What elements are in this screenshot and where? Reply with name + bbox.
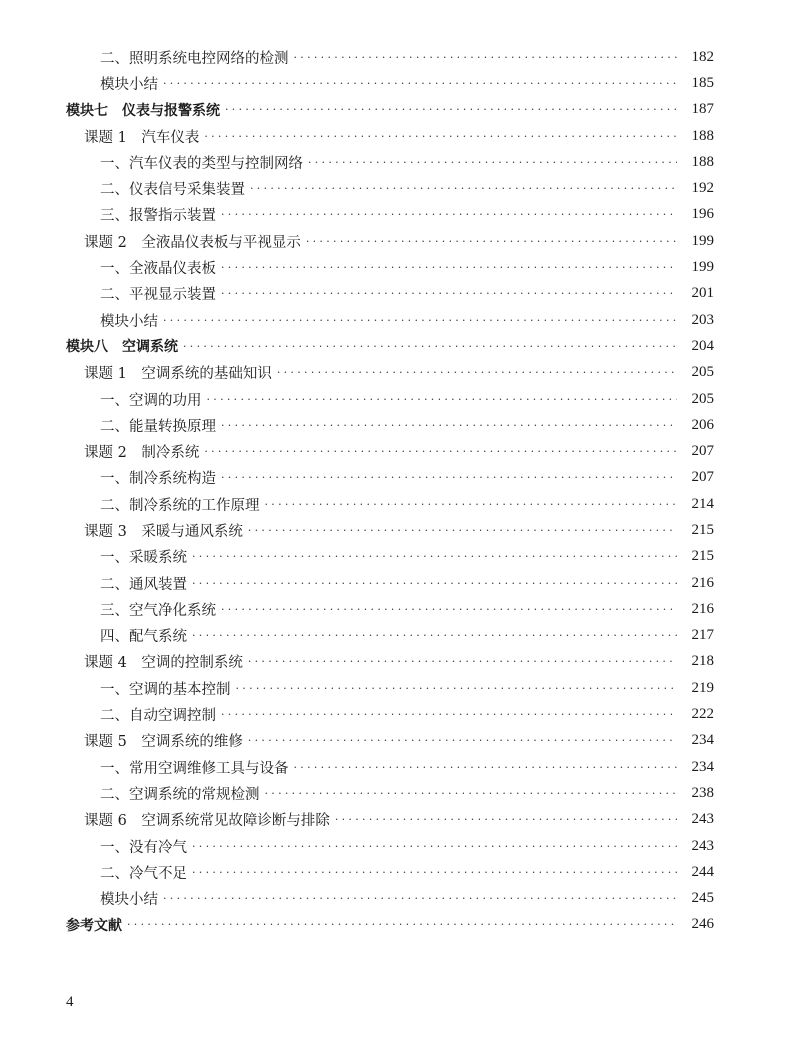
toc-entry-section <box>0 623 790 649</box>
toc-entry-page: 188 <box>691 127 714 144</box>
toc-entry-page: 199 <box>691 232 714 249</box>
toc-entry-page: 205 <box>691 390 714 407</box>
toc-entry-label: 模块小结 <box>100 313 158 330</box>
toc-entry-label: 一、采暖系统 <box>100 550 187 567</box>
dot-leader <box>221 261 677 274</box>
dot-leader <box>225 103 677 116</box>
toc-entry-label: 一、没有冷气 <box>100 839 187 856</box>
toc-entry-section <box>0 754 790 780</box>
toc-entry-label: 二、冷气不足 <box>100 865 187 882</box>
toc-entry-section <box>0 281 790 307</box>
dot-leader <box>163 314 677 327</box>
toc-entry-label: 一、制冷系统构造 <box>100 471 216 488</box>
toc-entry-page: 216 <box>691 600 714 617</box>
dot-leader <box>207 393 678 406</box>
dot-leader <box>192 629 677 642</box>
toc-entry-label: 一、空调的功用 <box>100 392 202 409</box>
toc-entry-section <box>0 386 790 412</box>
dot-leader <box>294 761 678 774</box>
dot-leader <box>248 734 677 747</box>
toc-entry-label: 参考文献 <box>66 917 122 934</box>
dot-leader <box>192 840 677 853</box>
toc-entry-label: 一、常用空调维修工具与设备 <box>100 760 289 777</box>
toc-entry-page: 203 <box>691 311 714 328</box>
dot-leader <box>236 682 678 695</box>
dot-leader <box>204 445 677 458</box>
toc-entry-page: 218 <box>691 653 714 670</box>
toc-entry-section <box>0 859 790 885</box>
dot-leader <box>265 498 678 511</box>
dot-leader <box>277 366 677 379</box>
dot-leader <box>248 524 677 537</box>
page-number: 4 <box>66 994 74 1010</box>
dot-leader <box>265 787 678 800</box>
toc-entry-section <box>0 307 790 333</box>
dot-leader <box>221 419 677 432</box>
toc-entry-page: 244 <box>691 863 714 880</box>
dot-leader <box>204 130 677 143</box>
toc-entry-label: 四、配气系统 <box>100 629 187 646</box>
toc-entry-label: 课题 6 空调系统常见故障诊断与排除 <box>84 813 330 830</box>
dot-leader <box>294 51 678 64</box>
toc-entry-page: 187 <box>691 101 714 118</box>
toc-entry-label: 二、空调系统的常规检测 <box>100 786 260 803</box>
toc-entry-label: 三、空气净化系统 <box>100 602 216 619</box>
toc-entry-lesson <box>0 728 790 754</box>
toc-entry-label: 一、空调的基本控制 <box>100 681 231 698</box>
toc-entry-section <box>0 596 790 622</box>
toc-entry-label: 模块八 空调系统 <box>66 339 178 356</box>
toc-entry-section <box>0 175 790 201</box>
toc-entry-lesson <box>0 360 790 386</box>
dot-leader <box>221 287 677 300</box>
dot-leader <box>335 813 677 826</box>
toc-entry-page: 207 <box>691 443 714 460</box>
toc-entry-label: 三、报警指示装置 <box>100 208 216 225</box>
toc-entry-label: 二、平视显示装置 <box>100 287 216 304</box>
toc-entry-label: 二、通风装置 <box>100 576 187 593</box>
toc-entry-label: 课题 1 空调系统的基础知识 <box>84 366 272 383</box>
toc-entry-section <box>0 254 790 280</box>
toc-entry-page: 234 <box>691 758 714 775</box>
toc-entry-label: 课题 2 制冷系统 <box>84 445 200 462</box>
toc-entry-label: 一、汽车仪表的类型与控制网络 <box>100 155 303 172</box>
toc-entry-page: 214 <box>691 495 714 512</box>
toc-entry-label: 课题 4 空调的控制系统 <box>84 655 243 672</box>
toc-entry-label: 课题 1 汽车仪表 <box>84 129 200 146</box>
toc-entry-module <box>0 333 790 359</box>
toc-entry-section <box>0 44 790 70</box>
toc-entry-module <box>0 912 790 938</box>
toc-entry-section <box>0 675 790 701</box>
toc-entry-section <box>0 465 790 491</box>
toc-entry-page: 205 <box>691 364 714 381</box>
dot-leader <box>192 577 677 590</box>
dot-leader <box>306 235 677 248</box>
toc-entry-label: 二、自动空调控制 <box>100 708 216 725</box>
dot-leader <box>221 471 677 484</box>
toc-entry-page: 245 <box>691 890 714 907</box>
dot-leader <box>163 892 677 905</box>
toc-entry-lesson <box>0 123 790 149</box>
toc-entry-section <box>0 544 790 570</box>
toc-entry-page: 215 <box>691 521 714 538</box>
toc-entry-section <box>0 149 790 175</box>
dot-leader <box>221 208 677 221</box>
toc-entry-section <box>0 833 790 859</box>
toc-entry-page: 238 <box>691 784 714 801</box>
toc-entry-page: 243 <box>691 811 714 828</box>
toc-entry-label: 课题 3 采暖与通风系统 <box>84 523 243 540</box>
toc-entry-page: 222 <box>691 706 714 723</box>
toc-entry-lesson <box>0 517 790 543</box>
toc-entry-label: 二、制冷系统的工作原理 <box>100 497 260 514</box>
toc-entry-lesson <box>0 438 790 464</box>
toc-entry-section <box>0 780 790 806</box>
toc-entry-section <box>0 70 790 96</box>
toc-entry-section <box>0 886 790 912</box>
toc-entry-section <box>0 491 790 517</box>
dot-leader <box>183 340 677 353</box>
toc-entry-label: 二、仪表信号采集装置 <box>100 182 245 199</box>
toc-entry-label: 模块七 仪表与报警系统 <box>66 102 220 119</box>
toc-entry-page: 217 <box>691 627 714 644</box>
toc-entry-section <box>0 202 790 228</box>
dot-leader <box>127 918 677 931</box>
toc-entry-lesson <box>0 807 790 833</box>
toc-entry-section <box>0 412 790 438</box>
toc-entry-lesson <box>0 228 790 254</box>
toc-entry-page: 182 <box>691 48 714 65</box>
toc-entry-page: 246 <box>691 916 714 933</box>
table-of-contents <box>0 44 790 938</box>
toc-entry-page: 219 <box>691 679 714 696</box>
toc-entry-page: 201 <box>691 285 714 302</box>
toc-entry-section <box>0 701 790 727</box>
dot-leader <box>221 603 677 616</box>
toc-entry-label: 模块小结 <box>100 892 158 909</box>
toc-entry-page: 234 <box>691 732 714 749</box>
toc-entry-label: 二、照明系统电控网络的检测 <box>100 50 289 67</box>
toc-entry-label: 二、能量转换原理 <box>100 418 216 435</box>
toc-entry-label: 课题 5 空调系统的维修 <box>84 734 243 751</box>
toc-entry-module <box>0 97 790 123</box>
toc-entry-page: 196 <box>691 206 714 223</box>
toc-entry-page: 192 <box>691 180 714 197</box>
toc-entry-page: 199 <box>691 259 714 276</box>
toc-entry-page: 216 <box>691 574 714 591</box>
toc-entry-page: 207 <box>691 469 714 486</box>
dot-leader <box>192 550 677 563</box>
toc-entry-lesson <box>0 649 790 675</box>
toc-entry-page: 215 <box>691 548 714 565</box>
dot-leader <box>308 156 677 169</box>
toc-entry-label: 模块小结 <box>100 76 158 93</box>
toc-entry-page: 204 <box>691 337 714 354</box>
toc-entry-page: 243 <box>691 837 714 854</box>
dot-leader <box>250 182 677 195</box>
dot-leader <box>163 77 677 90</box>
toc-entry-section <box>0 570 790 596</box>
toc-entry-label: 课题 2 全液晶仪表板与平视显示 <box>84 234 301 251</box>
toc-entry-page: 206 <box>691 416 714 433</box>
toc-entry-label: 一、全液晶仪表板 <box>100 261 216 278</box>
dot-leader <box>248 655 677 668</box>
toc-entry-page: 185 <box>691 74 714 91</box>
toc-entry-page: 188 <box>691 153 714 170</box>
dot-leader <box>192 866 677 879</box>
dot-leader <box>221 708 677 721</box>
